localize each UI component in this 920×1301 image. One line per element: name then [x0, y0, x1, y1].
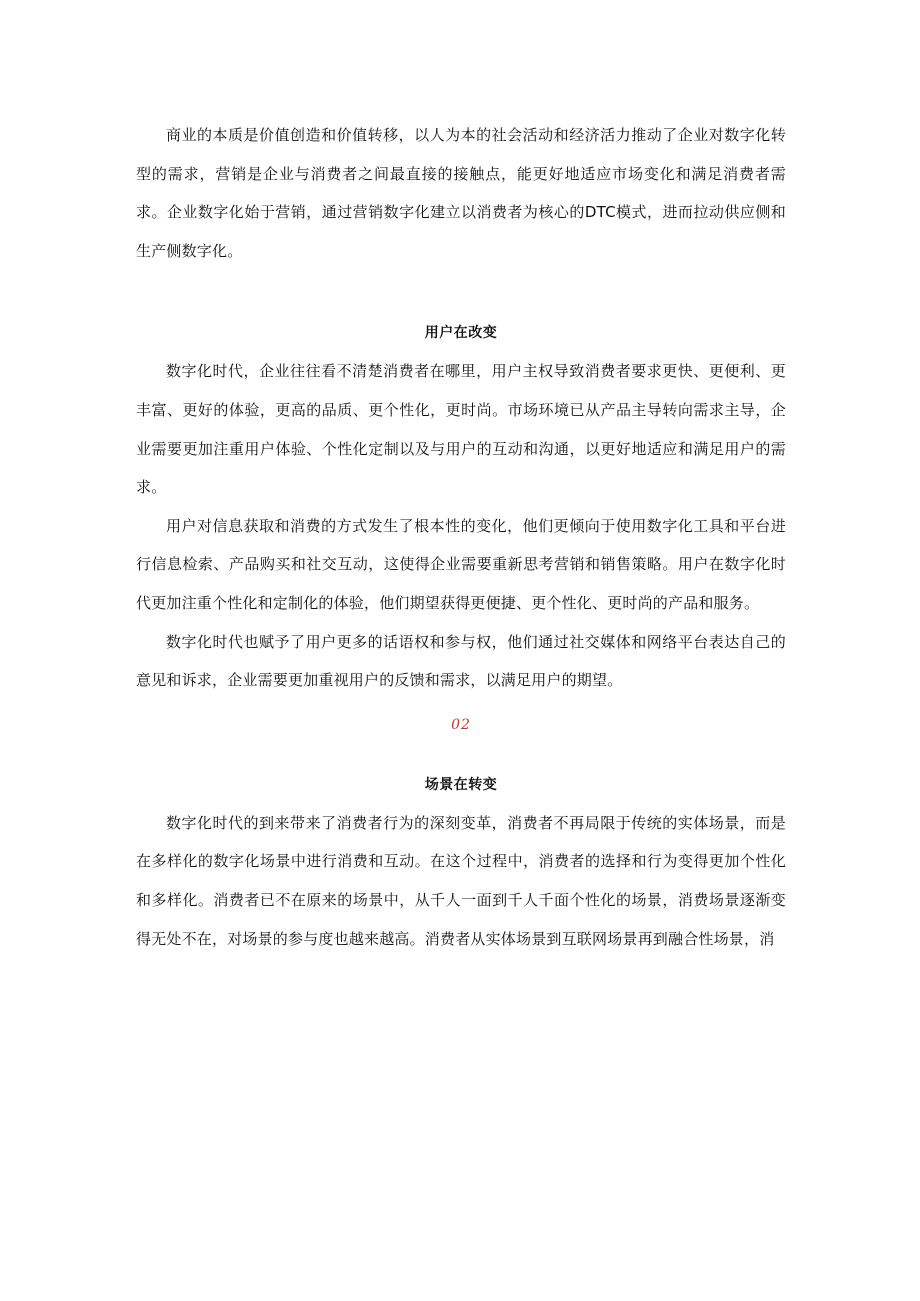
scene-paragraph-1: 数字化时代的到来带来了消费者行为的深刻变革，消费者不再局限于传统的实体场景，而是在多样化的数字化场景中进行消费和互动。在这个过程中，消费者的选择和行为变得更加个性化和多样化。消费者已不在原来的场景中，从千人一面到千人千面个性化的场景，消费场景逐渐变得无处不在，对场景的参与度也越来越高。消费者从实体场景到互联网场景再到融合性场景，消 [136, 813, 786, 948]
user-paragraph-2: 用户对信息获取和消费的方式发生了根本性的变化，他们更倾向于使用数字化工具和平台进行信息检索、产品购买和社交互动，这使得企业需要重新思考营销和销售策略。用户在数字化时代更加注重个性化和定制化的体验，他们期望获得更便捷、更个性化、更时尚的产品和服务。 [136, 516, 786, 612]
user-paragraph-1: 数字化时代，企业往往看不清楚消费者在哪里，用户主权导致消费者要求更快、更便利、更丰富、更好的体验，更高的品质、更个性化，更时尚。市场环境已从产品主导转向需求主导，企业需要更加注重用户体验、个性化定制以及与用户的互动和沟通，以更好地适应和满足用户的需求。 [136, 362, 786, 497]
section-number: 02 [451, 716, 471, 733]
section-heading-scene: 场景在转变 [424, 776, 498, 793]
document-body [136, 116, 786, 958]
section-spacer [136, 270, 786, 314]
intro-paragraph: 商业的本质是价值创造和价值转移，以人为本的社会活动和经济活力推动了企业对数字化转型的需求，营销是企业与消费者之间最直接的接触点，能更好地适应市场变化和满足消费者需求。企业数字化始于营销，通过营销数字化建立以消费者为核心的DTC模式，进而拉动供应侧和生产侧数字化。 [136, 126, 786, 260]
user-paragraph-3: 数字化时代也赋予了用户更多的话语权和参与权，他们通过社交媒体和网络平台表达自己的意见和诉求，企业需要更加重视用户的反馈和需求，以满足用户的期望。 [136, 632, 786, 690]
section-heading-user: 用户在改变 [424, 325, 498, 342]
section-spacer [136, 744, 786, 766]
